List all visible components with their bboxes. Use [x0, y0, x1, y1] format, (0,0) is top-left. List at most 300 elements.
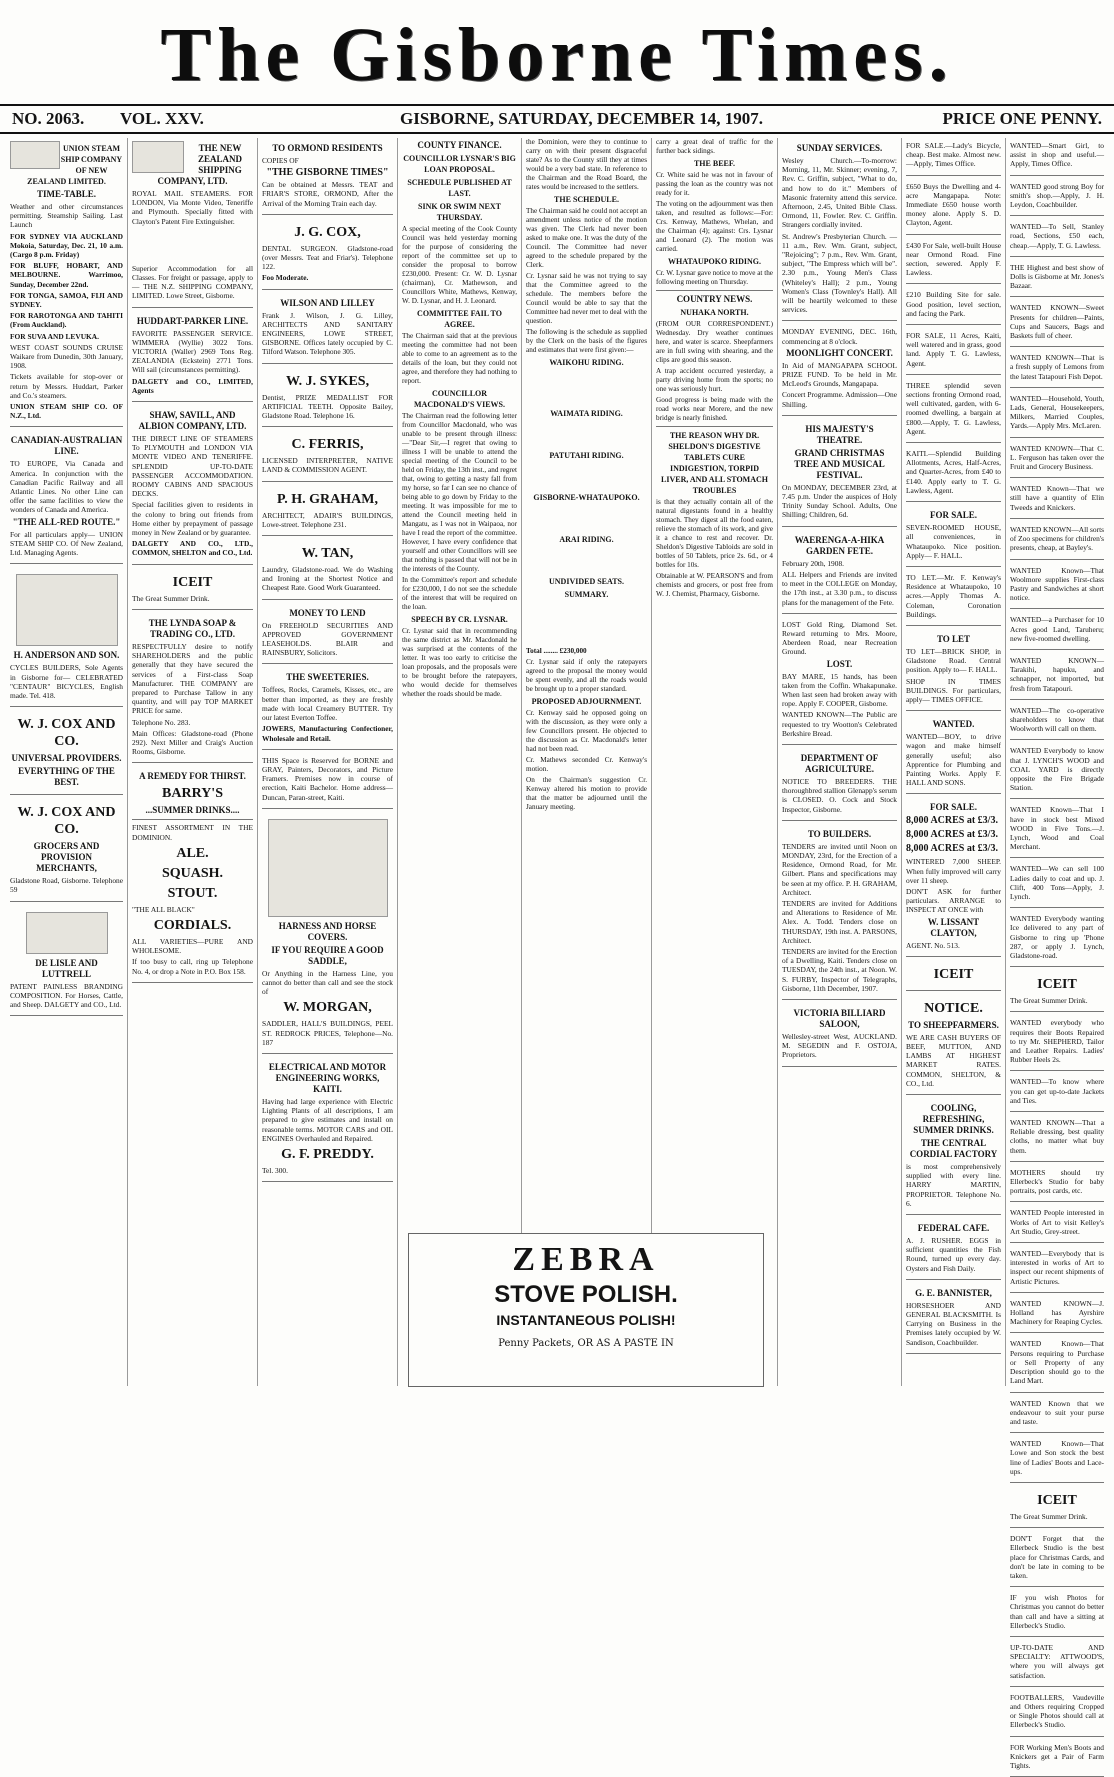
canadian-ad: [10, 430, 123, 564]
saddle-heading: IF YOU REQUIRE A GOOD SADDLE,: [271, 944, 384, 966]
wanted-item: [1010, 1336, 1104, 1392]
acres-text: WINTERED 7,000 SHEEP. When fully improved will carry over 11 sheep.: [906, 857, 1001, 885]
nzship-text-2: Superior Accommodation for all Classes. For freight or passage, apply to— THE N.Z. SHIPPING COMPANY, LIMITED. Lowe Street, Gisborne.: [132, 263, 253, 301]
article-paragraph: Cr. Kenway said he opposed going on with the discussion, as they were only a few Councillors present. He objected to the discussion as Cr. Macdonald's letter had not been read.: [526, 709, 647, 753]
classified: [906, 378, 1001, 443]
wilson-heading: WILSON AND LILLEY: [280, 297, 375, 308]
notice-heading: NOTICE.: [924, 1000, 983, 1016]
lynda-heading: THE LYNDA SOAP & TRADING CO., LTD.: [148, 617, 237, 639]
ormond-title: "THE GISBORNE TIMES": [266, 167, 389, 179]
article-paragraph: The Chairman said that at the previous meeting the committee had not been able to come to an agreement as to the details of the loan, but they could not agree, and therefore they had nothing to report.: [402, 332, 517, 385]
lost-text-3: WANTED KNOWN—The Public are requested to try Wootton's Celebrated Berkshire Bread.: [782, 710, 897, 738]
remedy-heading: A REMEDY FOR THIRST.: [139, 771, 246, 782]
shop-text: SHOP IN TIMES BUILDINGS. For particulars, apply— TIMES OFFICE.: [906, 676, 1001, 704]
column-7: [778, 138, 902, 1386]
garden-heading: WAERENGA-A-HIKA GARDEN FETE.: [794, 534, 885, 556]
delisle-heading: DE LISLE AND LUTTRELL: [35, 957, 98, 979]
tolet-text: TO LET—BRICK SHOP, in Gladstone Road. Central position. Apply to— F. HALL.: [906, 646, 1001, 675]
sykes-heading: W. J. SYKES,: [285, 373, 370, 389]
article-paragraph: The voting on the adjournment was then taken, and resulted as follows:—For: Crs. Kenway, Mathews, Whelan, and the Chairman (4); against: Crs. Lysnar and Leonard (2). The motion was carried.: [656, 200, 773, 253]
wanted-text: WANTED—The co-operative shareholders to know that Woolworth will call on them.: [1010, 705, 1104, 734]
wanted-item: [1010, 522, 1104, 560]
allred-heading: "THE ALL-RED ROUTE.": [12, 516, 121, 527]
article-paragraph: Cr. Lysnar said he was not trying to say that the Committee agreed to the schedule. The members before the Council would be able to say that the Committee had never met to deal with the question.: [526, 272, 647, 325]
union-item: FOR SYDNEY VIA AUCKLAND Mokoia, Saturday, Dec. 21, 10 a.m. (Cargo 8 p.m. Friday): [10, 231, 123, 260]
article-paragraph: the Dominion, were they to continue to carry on with their present disgraceful state? As to the County still they at times would be a very bad state. In reference to the Chairman and the Road Board, the rates would be increased to the settlers.: [526, 138, 647, 191]
billiard-text: Wellesley-street West, AUCKLAND. M. SEGEDIN and F. OSTOJA, Proprietors.: [782, 1032, 897, 1060]
wanted-item: [1010, 703, 1104, 741]
wanted-text: WANTED—BOY, to drive wagon and make himself generally useful; also Apprentice for Plumbing and Painting Works. Apply F. HALL AND SONS.: [906, 732, 1001, 788]
notice-ad: [906, 994, 1001, 1095]
article-subheading: WHATAUPOKO RIDING.: [667, 257, 762, 266]
allblack-line: "THE ALL BLACK": [132, 904, 195, 914]
bicycle-icon: [16, 574, 118, 646]
column-1: [6, 138, 128, 1386]
ormond-copies: COPIES OF: [262, 156, 299, 165]
nzship-ad: [132, 138, 253, 308]
ormond-text: Can be obtained at Messrs. TEAT and FRIAR'S STORE, ORMOND, After the Arrival of the Morning Train each day.: [262, 180, 393, 208]
wanted-text: WANTED—To know where you can get up-to-date Jackets and Ties.: [1010, 1077, 1104, 1105]
classified: [906, 238, 1001, 285]
union-item: FOR SUVA AND LEVUKA.: [10, 331, 99, 341]
wanted-item: [1010, 743, 1104, 799]
tan-text: Laundry, Gladstone-road. We do Washing and Ironing at the Shortest Notice and Cheapest Rate. Good Work Guaranteed.: [262, 565, 393, 593]
iceit-title: ICEIT: [1037, 1492, 1077, 1508]
riding-heading: WAIKOHU RIDING.: [549, 358, 624, 367]
festival-text: On MONDAY, DECEMBER 23rd, at 7.45 p.m. Under the auspices of Holy Trinity Sunday School. Adults, One Shilling; Children, 6d.: [782, 482, 897, 520]
wanted-text: WANTED KNOWN—All sorts of Zoo specimens for children's presents, cheap, at Bayley's.: [1010, 524, 1105, 553]
wanted-text: WANTED—To Sell, Stanley road, Sections, £50 each, cheap.—Apply, T. G. Lawless.: [1010, 222, 1104, 250]
billiard-ad: [782, 1003, 897, 1067]
harness-ad: [262, 812, 393, 1054]
huddart-ad: [132, 311, 253, 402]
space-ad: [262, 753, 393, 809]
ferris-ad: [262, 430, 393, 481]
cordial-ad: [906, 1098, 1001, 1215]
sunday-heading: SUNDAY SERVICES.: [796, 143, 883, 153]
column-3: [258, 138, 398, 1386]
sheldon-text-2: Obtainable at W. PEARSON'S and from chemists and grocers, or post free from W. J. Chemist, Pharmacy, Gisborne.: [656, 572, 773, 598]
sale-heading: FOR SALE.: [929, 802, 977, 813]
wanted-text: WANTED Everybody wanting Ice delivered to any part of Gisborne to ring up 'Phone 287, or apply J. Lynch, Gladstone-road.: [1010, 914, 1104, 960]
wanted-heading: WANTED.: [932, 719, 975, 730]
canadian-heading: CANADIAN-AUSTRALIAN LINE.: [10, 435, 123, 457]
timetable-heading: TIME-TABLE.: [36, 189, 97, 199]
iceit-title: ICEIT: [1037, 977, 1077, 993]
builders-ad: [782, 824, 897, 1000]
iceit-ad-4: [1010, 1486, 1104, 1528]
wanted-text: WANTED KNOWN—J. Holland has Ayrshire Machinery for Reaping Cycles.: [1010, 1298, 1104, 1327]
classified-text: THREE splendid seven sections fronting Ormond road, well cultivated, garden, with 6-roomed dwelling, a bargain at £800.—Apply, T. G. Lawless, Agent.: [906, 380, 1001, 436]
sunday-services: [782, 138, 897, 321]
ferris-heading: C. FERRIS,: [291, 437, 364, 453]
wanted-text: THE Highest and best show of Dolls is Gisborne at Mr. Jones's Bazaar.: [1010, 262, 1104, 291]
riding-heading: SUMMARY.: [564, 590, 609, 599]
motor-text: Having had large experience with Electric Lighting Plants of all descriptions, I am prepared to give estimates and install on reasonable terms. MOTOR CARS and OIL ENGINES Overhauled and Repaired.: [262, 1096, 393, 1143]
classified-text: £650 Buys the Dwelling and 4-acre Mangapapa. Note: Immediate £650 house worth money alone. Apply S. D. Clayton, Agent.: [906, 181, 1001, 228]
ferris-text: LICENSED INTERPRETER, NATIVE LAND & COMMISSION AGENT.: [262, 456, 393, 475]
article-paragraph: (FROM OUR CORRESPONDENT.) Wednesday. Dry weather continues here, and water is scarce. Sheepfarmers are in full swing with shearing, and the clips are good this season.: [656, 320, 773, 364]
iceit-ad: [132, 568, 253, 610]
sheldon-text: is that they actually contain all of the natural digestants found in a healthy stomach. They digest all the food eaten, relieve the stomach of its work, and give it a chance to rest and recover. Dr. Sheldon's Digestive Tabloids are sold in bottles of 50 Tablets, price 2s. 6d., or 4 bottles for 10s.: [656, 498, 773, 569]
money-ad: [262, 603, 393, 665]
wanted-item: [1010, 1436, 1104, 1483]
classified: [906, 328, 1001, 375]
tan-ad: [262, 539, 393, 600]
builders-text-3: TENDERS are invited for the Erection of a Dwelling, Kaiti. Tenders close on TUESDAY, the 24th inst., at Noon. W. S. FURBY, Inspector of Telegraphs, Gisborne, 11th December, 1907.: [782, 946, 897, 993]
article-subheading: THE SCHEDULE.: [554, 195, 619, 204]
article-paragraph: Cr. W. Lysnar gave notice to move at the following meeting on Thursday.: [656, 269, 773, 286]
concert-ad: [782, 324, 897, 415]
wanted-text: WANTED—a Purchaser for 10 Acres good Land, Taruheru; new five-roomed dwelling.: [1010, 615, 1104, 643]
garden-date: February 20th, 1908.: [782, 558, 844, 568]
place-date: GISBORNE, SATURDAY, DECEMBER 14, 1907.: [400, 109, 764, 128]
everything-best: EVERYTHING OF THE BEST.: [18, 766, 115, 788]
union-ad: [10, 138, 123, 427]
shaw-text-2: Special facilities given to residents in the colony to bring out friends from Home either by prepayment of passage money in New Zealand or by guarantee.: [132, 500, 253, 538]
wanted-text: WANTED—Household, Youth, Lads, General, Housekeepers, Milkers, Married Couples, Yards.—Apply Mrs. McLaren.: [1010, 393, 1104, 431]
wanted-text: WANTED—Everybody that is interested in works of Art to inspect our recent shipments of Artistic Pictures.: [1010, 1249, 1104, 1286]
grocers-line: GROCERS AND PROVISION MERCHANTS,: [33, 841, 100, 874]
wanted-item: [1010, 481, 1104, 519]
space-text: THIS Space is Reserved for BORNE and GRAY, Painters, Decorators, and Picture Framers. Premises now in course of erection, Kaiti Bachelor. Home address—Duncan, Paran-street, Kaiti.: [262, 755, 393, 802]
federal-text: A. J. RUSHER. EGGS in sufficient quantities the Fish Round, turned up every day. Oysters and Fish Daily.: [906, 1236, 1001, 1273]
forsale-heading: FOR SALE.: [929, 510, 977, 521]
article-paragraph: Cr. White said he was not in favour of passing the loan as the country was not ready for it.: [656, 171, 773, 197]
garden-text: ALL Helpers and Friends are invited to meet in the COLLEGE on Monday, the 17th inst., at 3.30 p.m., to discuss plans for the management of the Fete.: [782, 569, 897, 607]
riding-table: [526, 370, 647, 406]
federal-heading: FEDERAL CAFE.: [917, 1223, 990, 1234]
article-paragraph: The Chairman read the following letter from Councillor Macdonald, who was unable to be present through illness:—"Dear Sir,—I regret that owing to illness I will be unable to attend the special meeting of the Council to be held on Friday, the 13th inst., and regret that, owing to getting a nasty fall from my horse, so far I can see no chance of being able to go down by Friday to the meeting. It was impossible for me to attend the Council meeting held in Mangatu, as I was not in Waipaoa, nor have I read the report of the committee. However, I have every confidence that yourself and other Councillors will see that nothing is passed that will not be in the interests of the County.: [402, 412, 517, 573]
riding-table: [526, 547, 647, 574]
classified: [906, 287, 1001, 325]
cox-heading-2: W. J. COX AND CO.: [17, 805, 116, 838]
tolet-heading: TO LET: [936, 633, 971, 644]
wanted-text: IF you wish Photos for Christmas you cannot do better than call and have a sitting at Ellerbeck's Studio.: [1010, 1593, 1104, 1630]
service-text: St. Andrew's Presbyterian Church. —11 a.m., Rev. Wm. Grant, subject, "Rejoicing"; 7 p.m., Rev. Wm. Grant, subject, "The Empress which will be". 2.30 p.m., Young Men's Class (Whiteley's Hall); 2 p.m., Young Women's Class (Townley's Hall). All will be heartily welcomed to these services.: [782, 231, 897, 315]
column-5: [522, 138, 652, 1386]
shaw-ad: [132, 405, 253, 565]
classified-text: £430 For Sale, well-built House near Ormond Road. Fine section, sewered. Apply F. Lawless.: [906, 240, 1001, 278]
column-9: [1006, 138, 1108, 1770]
motor-ad: [262, 1057, 393, 1182]
article-paragraph: The following is the schedule as supplied by the Clerk on the basis of the figures and estimates that were first given:—: [526, 328, 647, 354]
wanted-text: WANTED KNOWN—Tarakihi, hapuku, and schnapper, not imported, but fresh from Tatapouri.: [1010, 655, 1104, 693]
union-item: FOR RAROTONGA AND TAHITI (From Auckland).: [10, 311, 123, 330]
wanted-text: MOTHERS should try Ellerbeck's Studio for baby portraits, post cards, etc.: [1010, 1167, 1104, 1196]
union-item: Weather and other circumstances permitting. Steamship Sailing. Last Launch: [10, 202, 123, 230]
bannister-text: HORSESHOER AND GENERAL BLACKSMITH. Is Carrying on Business in the Premises lately occupied by W. Sandison, Coachbuilder.: [906, 1300, 1001, 1347]
wanted-text: DON'T Forget that the Ellerbeck Studio is the best place for Christmas Cards, and don't be late in coming to be taken.: [1010, 1534, 1104, 1580]
cox-ad-1: [10, 710, 123, 795]
wanted-text: WANTED Known—That Woolmore supplies First-class Pastry and Sandwiches at short notice.: [1010, 565, 1104, 603]
lynda-text: RESPECTFULLY desire to notify SHAREHOLDERS and the public generally that they have secured the services of a First-class Soap Manufacturer. THE COMPANY are prepared to Purchase Tallow in any quantity, and will pay TOP MARKET PRICE for same.: [132, 641, 253, 716]
graham-text: ARCHITECT, ADAIR'S BUILDINGS, Lowe-street. Telephone 231.: [262, 510, 393, 529]
article-paragraph: In the Committee's report and schedule for £230,000, I do not see the schedule of the interest that will be required on the loan.: [402, 576, 517, 611]
summary-table: [526, 602, 647, 647]
wilson-text: Frank J. Wilson, J. G. Lilley, ARCHITECTS AND SANITARY ENGINEERS, LOWE STREET, GISBORNE. Offices lately occupied by C. Tilford Watson. Telephone 305.: [262, 310, 393, 357]
cycle-text: CYCLES BUILDERS, Sole Agents in Gisborne for— CELEBRATED "CENTAUR" BICYCLES, English made. Tel. 418.: [10, 663, 123, 700]
dalgety-agents: DALGETY and CO., LIMITED, Agents: [132, 376, 253, 395]
wanted-item: [1010, 1115, 1104, 1162]
wanted-text: WANTED Known—That I have in stock best Mixed WOOD in Five Tons.—J. Lynch, Wood and Coal Merchant.: [1010, 805, 1104, 852]
iceit-title: ICEIT: [172, 574, 213, 590]
article-heading: COUNTY FINANCE.: [417, 140, 502, 150]
money-heading: MONEY TO LEND: [289, 607, 366, 618]
wanted-item: [1010, 1690, 1104, 1737]
nzship-heading: THE NEW ZEALAND SHIPPING COMPANY, LTD.: [157, 143, 242, 186]
wanted-item: [1010, 1590, 1104, 1637]
article-subheading: COUNCILLOR MACDONALD'S VIEWS.: [414, 389, 505, 409]
column-6: [652, 138, 778, 1386]
nzship-text: ROYAL MAIL STEAMERS. FOR LONDON, Via Monte Video, Teneriffe and Plymouth. Specially fitted with Clayton's Patent Fire Extinguisher.: [132, 189, 253, 226]
cordials-line: ALL VARIETIES—PURE AND WHOLESOME.: [132, 936, 253, 956]
article-subheading: PROPOSED ADJOURNMENT.: [531, 697, 642, 706]
wanted-ad: [906, 714, 1001, 794]
preddy-heading: G. F. PREDDY.: [281, 1146, 374, 1162]
wanted-item: [1010, 1640, 1104, 1687]
wanted-text: UP-TO-DATE AND SPECIALTY: ATTWOOD'S, where you will always get satisfaction.: [1010, 1642, 1104, 1680]
morgan-heading: W. MORGAN,: [283, 1000, 372, 1016]
wanted-item: [1010, 653, 1104, 700]
lynda-office: Main Offices: Gladstone-road (Phone 292). Next Miller and Craig's Auction Rooms, Gisborne.: [132, 728, 253, 757]
riding-heading: UNDIVIDED SEATS.: [549, 577, 624, 586]
issue-number: NO. 2063.: [12, 109, 85, 128]
wanted-item: [1010, 350, 1104, 388]
classified-text: £210 Building Site for sale. Good position, level section, and facing the Park.: [906, 290, 1001, 318]
classified: [906, 570, 1001, 626]
ship-icon: [132, 141, 184, 173]
foo-line: Foo Moderate.: [262, 273, 309, 283]
ale-title: ALE.: [176, 845, 209, 861]
wanted-item: [1010, 1296, 1104, 1334]
lost-text-2: BAY MARE, 15 hands, has been taken from the Coffin. Whakapunake. When last seen had broken away with rope. Apply F. COOPER, Gisborne.: [782, 671, 897, 709]
country-news-heading: COUNTRY NEWS.: [676, 294, 753, 304]
forsale-text: SEVEN-ROOMED HOUSE, all conveniences, in Whataupoko. Nice position. Apply— F. HALL.: [906, 523, 1001, 560]
wanted-item: [1010, 1205, 1104, 1243]
wanted-item: [1010, 300, 1104, 347]
cafe-text: is most comprehensively supplied with every line. HARRY MARTIN, PROPRIETOR. Telephone No. 6.: [906, 1162, 1001, 1208]
column-8: [902, 138, 1006, 1386]
wanted-item: [1010, 179, 1104, 217]
summer-drinks: ...SUMMER DRINKS....: [145, 805, 240, 816]
columns: [6, 138, 1108, 1770]
price: PRICE ONE PENNY.: [942, 109, 1102, 128]
column-2: [128, 138, 258, 1386]
cycle-ad: [10, 567, 123, 707]
zebra-ad: [408, 1233, 764, 1387]
theatre-heading: HIS MAJESTY'S THEATRE.: [805, 423, 874, 445]
wanted-item: [1010, 1074, 1104, 1112]
concert-date: MONDAY EVENING, DEC. 16th, commencing at 8 o'clock.: [782, 327, 897, 346]
wanted-item: [1010, 861, 1104, 908]
wanted-text: WANTED—We can sell 100 Ladies daily to coat and up. J. Clift, 400 Tons—Apply, J. Lynch.: [1010, 864, 1104, 901]
sykes-text: Dentist, PRIZE MEDALLIST FOR ARTIFICIAL TEETH. Opposite Bailey, Gladstone Road. Telephone 16.: [262, 392, 393, 421]
canadian-text: TO EUROPE, Via Canada and America. In conjunction with the Canadian Pacific Railway and all Atlantic Lines. No other Line can offer the same facilities to view the wonders of Canada and America.: [10, 459, 123, 515]
wanted-text: WANTED Known that we endeavour to suit your purse and taste.: [1010, 1398, 1104, 1426]
cycle-heading: H. ANDERSON AND SON.: [13, 650, 120, 661]
classified-text: FOR SALE, 11 Acres, Kaiti, well watered and in grass, good land. Apply T. G. Lawless, Agent.: [906, 331, 1001, 368]
graham-heading: P. H. GRAHAM,: [277, 491, 378, 507]
builders-text-2: TENDERS are invited for Additions and Alterations to Residence of Mr. Alex. A. Todd. Tenders close on THURSDAY, 19th inst. A. PARSONS, Architect.: [782, 898, 897, 945]
shaw-heading: SHAW, SAVILL, AND ALBION COMPANY, LTD.: [138, 410, 247, 432]
iceit-sub: The Great Summer Drink.: [1010, 1511, 1088, 1521]
article-subheading: THE BEEF.: [693, 159, 736, 168]
clayton-name: W. LISSANT CLAYTON,: [927, 916, 980, 938]
union-item: WEST COAST SOUNDS CRUISE Waikare from Dunedin, 30th January, 1908.: [10, 342, 123, 371]
article-subheading: SINK OR SWIM NEXT THURSDAY.: [418, 202, 501, 222]
article-subheading: SPEECH BY CR. LYSNAR.: [411, 615, 508, 624]
acres-ad: [906, 797, 1001, 956]
sheldon-heading: THE REASON WHY DR. SHELDON'S DIGESTIVE TABLETS CURE INDIGESTION, TORPID LIVER, AND ALL STOMACH TROUBLES: [661, 431, 768, 495]
cox-heading: W. J. COX AND CO.: [17, 717, 116, 750]
universal-providers: UNIVERSAL PROVIDERS.: [11, 753, 122, 764]
lost-heading: LOST.: [826, 658, 853, 669]
acres-line: 8,000 ACRES at £3/3.: [906, 829, 998, 841]
squash-title: SQUASH.: [161, 865, 224, 881]
clayton-agent: AGENT. No. 513.: [906, 940, 960, 950]
iceit-ad-3: [1010, 970, 1104, 1012]
huddart-text: FAVORITE PASSENGER SERVICE. WIMMERA (Wyllie) 3022 Tons. VICTORIA (Waller) 2969 Tons Reg. ZEALANDIA (Eckstein) 2771 Tons. Will sail (circumstances permitting).: [132, 328, 253, 375]
tolet-ad: [906, 629, 1001, 711]
wanted-item: [1010, 219, 1104, 257]
delisle-text: PATENT PAINLESS BRANDING COMPOSITION. For Horses, Cattle, and Sheep. DALGETY and CO., Ltd.: [10, 981, 123, 1009]
wanted-text: WANTED everybody who requires their Boots Repaired to try Mr. SHEPHERD, Tailor and Leather Repairs. Ladies' Rubber Heels 2s.: [1010, 1018, 1104, 1065]
garden-ad: [782, 530, 897, 614]
lost-ad: [782, 617, 897, 745]
finest-line: FINEST ASSORTMENT IN THE DOMINION.: [132, 823, 253, 842]
federal-ad: [906, 1218, 1001, 1280]
wanted-item: [1010, 391, 1104, 438]
wanted-text: WANTED KNOWN—That a Reliable dressing, best quality cloths, no matter what buy them.: [1010, 1118, 1104, 1155]
jowers-line: JOWERS, Manufacturing Confectioner, Wholesale and Retail.: [262, 724, 393, 743]
wanted-text: WANTED Known—That Persons requiring to Purchase or Sell Property of any Description should go to the Land Mart.: [1010, 1339, 1104, 1386]
barrys-ad: [132, 766, 253, 982]
huddart-heading: HUDDART-PARKER LINE.: [136, 315, 249, 326]
sykes-ad: [262, 367, 393, 428]
barrys-title: BARRY'S: [162, 786, 223, 802]
ormond-heading: TO ORMOND RESIDENTS: [272, 143, 383, 153]
article-paragraph: Cr. Lysnar said if only the ratepayers agreed to the proposal the money would be spent evenly, and all the roads would be brought up to a proper standard.: [526, 658, 647, 693]
summary-total: Total ........ £230,000: [526, 647, 587, 655]
riding-heading: PATUTAHI RIDING.: [549, 451, 624, 460]
nuhaka-heading: NUHAKA NORTH.: [680, 308, 749, 317]
harness-heading: HARNESS AND HORSE COVERS.: [278, 920, 377, 942]
saddle-text: Or Anything in the Harness Line, you cannot do better than call and see the stock of: [262, 968, 393, 997]
wanted-text: FOOTBALLERS, Vaudeville and Others requiring Cropped or Single Photos should call at Ellerbeck's Studio.: [1010, 1692, 1104, 1730]
classified-text: TO LET.—Mr. F. Kenway's Residence at Whataupoko, 10 acres.—Apply Thomas A. Coleman, Coronation Buildings.: [906, 572, 1001, 619]
classified-text: FOR SALE.—Lady's Bicycle, cheap. Best make. Almost new.—Apply, Times Office.: [906, 141, 1001, 169]
sailing-table: [132, 228, 253, 264]
iceit-title: ICEIT: [933, 966, 974, 982]
cox-dental-heading: J. G. COX,: [294, 224, 361, 240]
bannister-ad: [906, 1283, 1001, 1354]
wanted-item: [1010, 138, 1104, 176]
wanted-item: [1010, 1246, 1104, 1293]
wanted-item: [1010, 802, 1104, 858]
riding-table: [526, 463, 647, 490]
wanted-item: [1010, 1531, 1104, 1587]
flag-icon: [10, 141, 60, 169]
union-item: Tickets available for stop-over or return by Messrs. Huddart, Parker and Co.'s steamers.: [10, 372, 123, 400]
saddle-icon: [268, 819, 388, 917]
cox-dental-ad: [262, 218, 393, 290]
wanted-item: [1010, 260, 1104, 298]
builders-text: TENDERS are invited until Noon on MONDAY, 23rd, for the Erection of a Residence, Ormond Road, for Mr. Gilbert. Plans and specifications may be seen at my office. P. H. GRAHAM, Architect.: [782, 841, 897, 897]
article-paragraph: On the Chairman's suggestion Cr. Kenway altered his motion to provide that the matter be adjourned until the January meeting.: [526, 776, 647, 811]
wanted-item: [1010, 563, 1104, 610]
graham-ad: [262, 485, 393, 536]
wanted-text: WANTED Known—That Lowe and Son stock the best line of Ladies' Boots and Lace-ups.: [1010, 1439, 1104, 1476]
wanted-item: [1010, 1015, 1104, 1071]
union-item: UNION STEAM SHIP CO. OF N.Z., Ltd.: [10, 402, 123, 421]
billiard-heading: VICTORIA BILLIARD SALOON,: [793, 1008, 886, 1029]
concert-heading: MOONLIGHT CONCERT.: [786, 347, 893, 358]
article-paragraph: Good progress is being made with the road works near Morere, and the new bridge is nearly finished.: [656, 396, 773, 422]
article-subheading: SCHEDULE PUBLISHED AT LAST.: [407, 178, 512, 198]
cordials-line-2: If too busy to call, ring up Telephone No. 4, or drop a Note in P.O. Box 158.: [132, 957, 253, 976]
zebra-title: ZEBRA: [512, 1241, 660, 1278]
wanted-item: [1010, 612, 1104, 650]
cooling-heading: COOLING, REFRESHING, SUMMER DRINKS.: [913, 1103, 994, 1135]
concert-text: In Aid of MANGAPAPA SCHOOL PRIZE FUND. To be held in Mr. McLeod's Grounds, Mangapapa.: [782, 360, 897, 389]
lost-text: LOST Gold Ring, Diamond Set. Reward returning to Mrs. Moore, Aberdeen Road, near Recreation Ground.: [782, 619, 897, 657]
column-4: [398, 138, 522, 1386]
wanted-item: [1010, 1396, 1104, 1434]
concert-text-2: Concert Programme. Admission—One Shilling.: [782, 390, 897, 409]
cafe-heading: THE CENTRAL CORDIAL FACTORY: [909, 1138, 998, 1159]
article-subheading: COUNCILLOR LYSNAR'S BIG LOAN PROPOSAL.: [403, 154, 516, 174]
zebra-packets: Penny Packets, OR AS A PASTE IN: [498, 1338, 674, 1349]
dateline: [0, 104, 1114, 134]
wanted-text: FOR Working Men's Boots and Knickers get a Pair of Farm Tights.: [1010, 1742, 1104, 1770]
shaw-text: THE DIRECT LINE OF STEAMERS To PLYMOUTH and LONDON VIA MONTE VIDEO AND TENERIFFE. SPLENDID UP-TO-DATE PASSENGER ACCOMMODATION. ROOMY CABINS AND SPACIOUS DECKS.: [132, 434, 253, 499]
wanted-item: [1010, 911, 1104, 967]
ormond-ad: [262, 138, 393, 215]
dept-ad: [782, 748, 897, 821]
wanted-item: [1010, 1165, 1104, 1203]
festival-heading: GRAND CHRISTMAS TREE AND MUSICAL FESTIVAL.: [794, 447, 885, 480]
acres-text-2: DON'T ASK for further particulars. ARRANGE to INSPECT AT ONCE with: [906, 886, 1001, 915]
classified-text: KAITI.—Splendid Building Allotments, Acres, Half-Acres, and Quarter-Acres, from £40 to £140. Apply early to T. G. Lawless, Agent.: [906, 449, 1001, 495]
motor-heading: ELECTRICAL AND MOTOR ENGINEERING WORKS, KAITI.: [268, 1061, 387, 1094]
lynda-ad: [132, 613, 253, 763]
cordials-title: CORDIALS.: [153, 917, 232, 933]
union-heading: UNION STEAM SHIP COMPANY OF NEW ZEALAND LIMITED.: [27, 144, 123, 186]
riding-heading: GISBORNE-WHATAUPOKO.: [533, 493, 640, 502]
bannister-heading: G. E. BANNISTER,: [915, 1287, 992, 1298]
wilson-ad: [262, 293, 393, 364]
wanted-text: WANTED KNOWN—That is a fresh supply of Lemons from the latest Tatapouri Fish Depot.: [1010, 353, 1104, 381]
forsale-ad: [906, 505, 1001, 567]
wanted-text: WANTED good strong Boy for smith's shop.—Apply, J. H. Leydon, Coachbuilder.: [1010, 181, 1104, 210]
builders-heading: TO BUILDERS.: [807, 828, 872, 839]
cox-ad-2: [10, 798, 123, 901]
sheep-heading: TO SHEEPFARMERS.: [908, 1019, 999, 1030]
article-paragraph: Cr. Lysnar said that in recommending the same district as Mr. Macdonald he was surprised at the contents of the letter. It was too early to criticise the loan proposals, and the proposals were to be brought before the ratepayers, who would decide for themselves whether the roads should be made.: [402, 627, 517, 698]
iceit-sub: The Great Summer Drink.: [132, 593, 210, 603]
masthead-title: The Gisborne Times.: [160, 13, 954, 97]
acres-line: 8,000 ACRES at £3/3.: [906, 843, 998, 855]
riding-heading: WAIMATA RIDING.: [550, 409, 623, 418]
money-text: On FREEHOLD SECURITIES AND APPROVED GOVERNMENT LEASEHOLDS. BLAIR and RAINSBURY, Solicitors.: [262, 620, 393, 658]
wanted-item: [1010, 1740, 1104, 1777]
wanted-text: WANTED Everybody to know that J. LYNCH'S WOOD and COAL YARD is directly opposite the Fire Brigade Station.: [1010, 746, 1104, 793]
article-subheading: COMMITTEE FAIL TO AGREE.: [417, 309, 502, 329]
service-text: Wesley Church.—To-morrow: Morning, 11, Mr. Skinner; evening, 7, Rev. C. Griffin, subject, "What to do, and how to do it." Members of Masonic fraternity attend this service. Afternoon, 2.45, United Bible Class. Ormond, 11, Fowler. Rev. C. Griffin. Strangers cordially invited.: [782, 156, 897, 230]
classified: [906, 138, 1001, 176]
article-paragraph: Cr. Mathews seconded Cr. Kenway's motion.: [526, 756, 647, 773]
